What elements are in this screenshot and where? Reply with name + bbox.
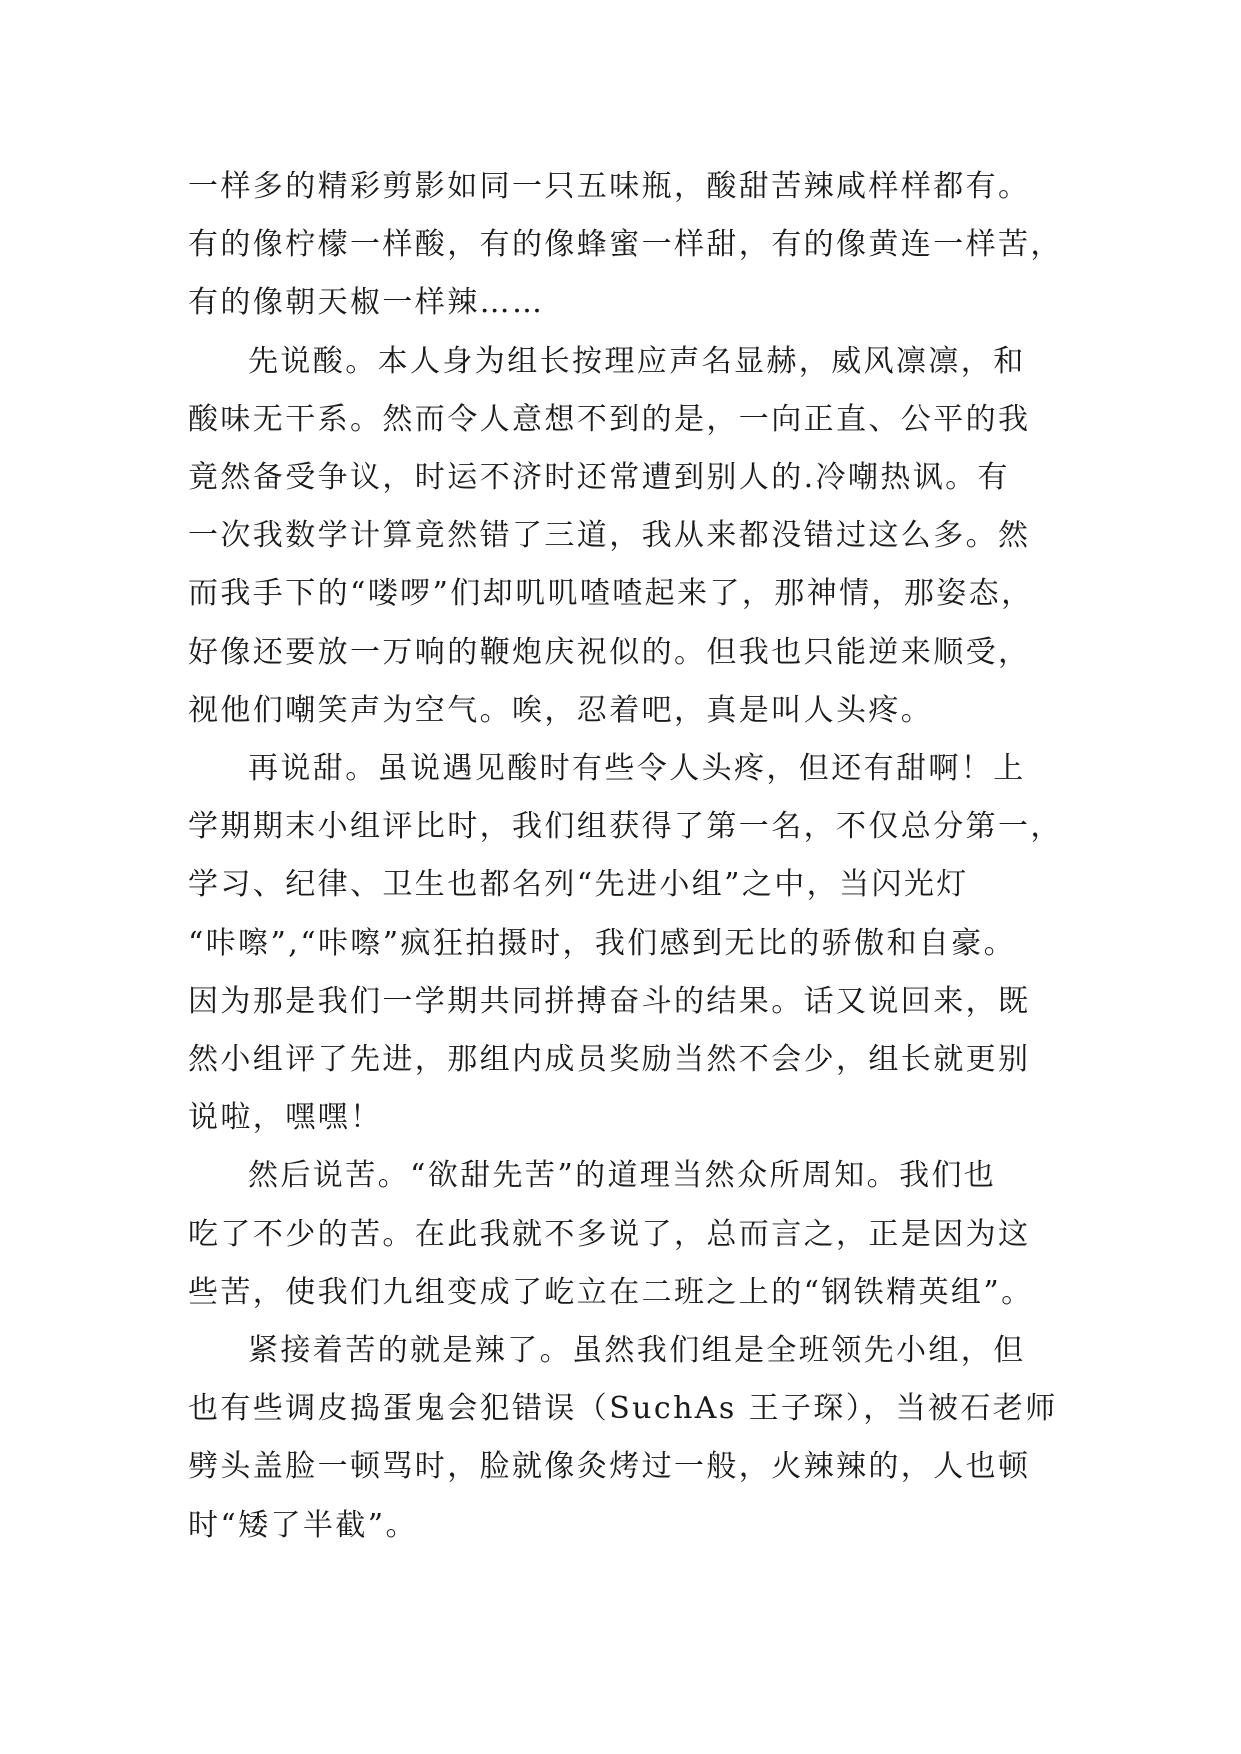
paragraph-sour: 先说酸。本人身为组长按理应声名显赫，威风凛凛，和 酸味无干系。然而令人意想不到的是，一向正直、公平的我 竟然备受争议，时运不济时还常遭到别人的.冷嘲热讽。有 一次我数学计算竟然错了三道，我从来都没错过这么多。然 而我手下的“喽啰”们却叽叽喳喳起来了，那神情，那姿态， 好像还要放一万响的鞭炮庆祝似的。但我也只能逆来顺受， 视他们嘲笑声为空气。唉，忍着吧，真是叫人头疼。 — [188, 343, 1034, 728]
document-body — [188, 158, 1070, 1555]
paragraph-intro: 一样多的精彩剪影如同一只五味瓶，酸甜苦辣咸样样都有。 有的像柠檬一样酸，有的像蜂蜜一样甜，有的像黄连一样苦， 有的像朝天椒一样辣…… — [188, 169, 1063, 321]
paragraph-sweet: 再说甜。虽说遇见酸时有些令人头疼，但还有甜啊！上 学期期末小组评比时，我们组获得了第一名，不仅总分第一， 学习、纪律、卫生也都名列“先进小组”之中，当闪光灯 “咔嚓”,“咔嚓”疯狂拍摄时，我们感到无比的骄傲和自豪。 因为那是我们一学期共同拼搏奋斗的结果。话又说回来，既 然小组评了先进，那组内成员奖励当然不会少，组长就更别 说啦，嘿嘿！ — [188, 751, 1063, 1136]
paragraph-spicy: 紧接着苦的就是辣了。虽然我们组是全班领先小组，但 也有些调皮捣蛋鬼会犯错误（SuchAs 王子琛），当被石老师 劈头盖脸一顿骂时，脸就像灸烤过一般，火辣辣的，人也顿 时“矮了半截”。 — [188, 1333, 1058, 1543]
paragraph-bitter: 然后说苦。“欲甜先苦”的道理当然众所周知。我们也 吃了不少的苦。在此我就不多说了，总而言之，正是因为这 些苦，使我们九组变成了屹立在二班之上的“钢铁精英组”。 — [188, 1158, 1034, 1310]
